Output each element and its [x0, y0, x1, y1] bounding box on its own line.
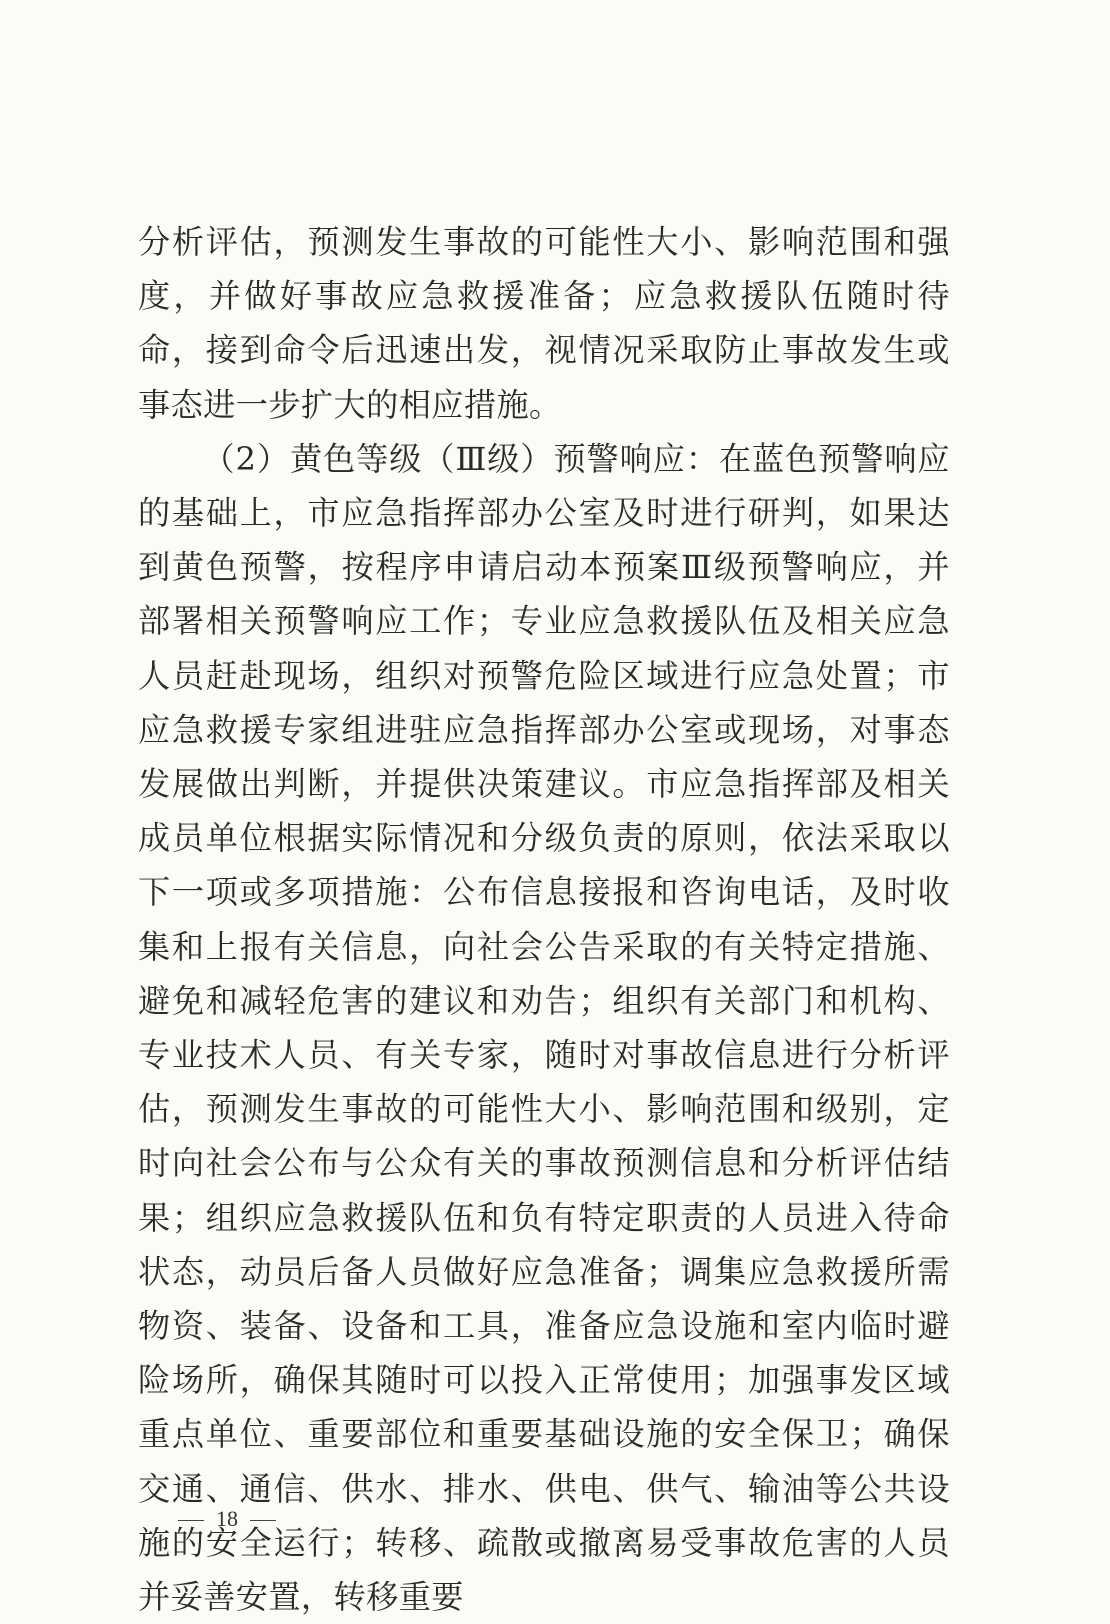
page-number: 18	[216, 1506, 238, 1531]
paragraph-1: 分析评估，预测发生事故的可能性大小、影响范围和强度，并做好事故应急救援准备；应急救援队伍随时待命，接到命令后迅速出发，视情况采取防止事故发生或事态进一步扩大的相应措施。	[138, 223, 950, 424]
footer-dash-right	[250, 1520, 276, 1521]
footer-dash-left	[178, 1520, 204, 1521]
body-text	[138, 215, 950, 1624]
page-footer	[178, 1505, 276, 1533]
paragraph-2-yellow-warning-response: （2）黄色等级（Ⅲ级）预警响应：在蓝色预警响应的基础上，市应急指挥部办公室及时进行研判，如果达到黄色预警，按程序申请启动本预案Ⅲ级预警响应，并部署相关预警响应工作；专业应急救援队伍及相关应急人员赶赴现场，组织对预警危险区域进行应急处置；市应急救援专家组进驻应急指挥部办公室或现场，对事态发展做出判断，并提供决策建议。市应急指挥部及相关成员单位根据实际情况和分级负责的原则，依法采取以下一项或多项措施：公布信息接报和咨询电话，及时收集和上报有关信息，向社会公告采取的有关特定措施、避免和减轻危害的建议和劝告；组织有关部门和机构、专业技术人员、有关专家，随时对事故信息进行分析评估，预测发生事故的可能性大小、影响范围和级别，定时向社会公布与公众有关的事故预测信息和分析评估结果；组织应急救援队伍和负有特定职责的人员进入待命状态，动员后备人员做好应急准备；调集应急救援所需物资、装备、设备和工具，准备应急设施和室内临时避险场所，确保其随时可以投入正常使用；加强事发区域重点单位、重要部位和重要基础设施的安全保卫；确保交通、通信、供水、排水、供电、供气、输油等公共设施的安全运行；转移、疏散或撤离易受事故危害的人员并妥善安置，转移重要	[138, 439, 950, 1617]
